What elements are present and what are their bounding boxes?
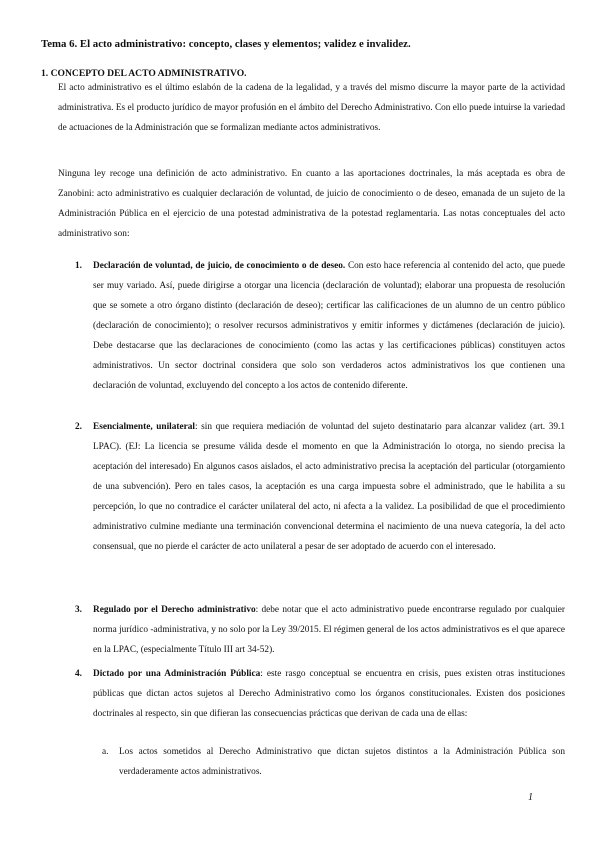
list-item-number: 3.: [75, 605, 82, 615]
list-item: [58, 417, 565, 557]
paragraph: Ninguna ley recoge una definición de acto administrativo. En cuanto a las aportaciones doctrinales, la más aceptada es obra de Zanobini: acto administrativo es cualquier declaración de voluntad, de juicio de conocimiento o de deseo, emanada de un sujeto de la Administración Pública en el ejercicio de una potestad administrativa de la potestad reglamentaria. Las notas conceptuales del acto administrativo son:: [58, 169, 565, 239]
sub-list-item-text: Los actos sometidos al Derecho Administrativo que dictan sujetos distintos a la Administración Pública son verdaderamente actos administrativos.: [119, 747, 565, 777]
list-item-text: [93, 664, 565, 724]
list-item: [58, 664, 565, 724]
list-item-lead: Regulado por el Derecho administrativo: [93, 605, 256, 615]
list-item-lead: Esencialmente, unilateral: [93, 422, 195, 432]
list-item-text: [93, 256, 565, 396]
document-title: Tema 6. El acto administrativo: concepto, clases y elementos; validez e invalidez.: [41, 38, 411, 50]
sub-list-item-letter: a.: [102, 747, 109, 757]
list-item-body: Con esto hace referencia al contenido del acto, que puede ser muy variado. Así, puede dirigirse a otorgar una licencia (declaración de voluntad); elaborar una propuesta de resolución que se somete a otro órgano distinto (declaración de deseo); certificar las calificaciones de un alumno de un centro público (declaración de conocimiento); o resolver recursos administrativos y emitir informes y dictámenes (declaración de juicio). Debe destacarse que las declaraciones de conocimiento (como las actas y las certificaciones públicas) constituyen actos administrativos. Un sector doctrinal considera que solo son verdaderos actos administrativos los que contienen una declaración de voluntad, excluyendo del concepto a los actos de contenido diferente.: [93, 261, 565, 391]
list-item-number: 4.: [75, 669, 82, 679]
list-item-text: [93, 417, 565, 557]
list-item: [58, 256, 565, 396]
list-item-lead: Declaración de voluntad, de juicio, de conocimiento o de deseo.: [93, 261, 346, 271]
list-item-lead: Dictado por una Administración Pública: [93, 669, 261, 679]
list-item: [58, 600, 565, 660]
list-item-body: : debe notar que el acto administrativo puede encontrarse regulado por cualquier norma jurídico -administrativa, y no solo por la Ley 39/2015. El régimen general de los actos administrativos es el que aparece en la LPAC, (especialmente Título III art 34-52).: [93, 605, 565, 655]
sub-list-item: [100, 742, 565, 782]
paragraph: El acto administrativo es el último eslabón de la cadena de la legalidad, y a través del mismo discurre la mayor parte de la actividad administrativa. Es el producto jurídico de mayor profusión en el ámbito del Derecho Administrativo. Con ello puede intuirse la variedad de actuaciones de la Administración que se formalizan mediante actos administrativos.: [58, 83, 565, 133]
list-item-body: : sin que requiera mediación de voluntad del sujeto destinatario para alcanzar validez (art. 39.1 LPAC). (EJ: La licencia se presume válida desde el momento en que la Administración lo otorga, no siendo precisa la aceptación del interesado) En algunos casos aislados, el acto administrativo precisa la aceptación del particular (otorgamiento de una subvención). Pero en tales casos, la aceptación es una carga impuesta sobre el administrado, que le habilita a su percepción, lo que no contradice el carácter unilateral del acto, ni afecta a la validez. La posibilidad de que el procedimiento administrativo culmine mediante una terminación convencional determina el nacimiento de una nueva categoría, la del acto consensual, que no pierde el carácter de acto unilateral a pesar de ser adoptado de acuerdo con el interesado.: [93, 422, 565, 552]
list-item-text: [93, 600, 565, 660]
page-number: 1: [528, 792, 533, 803]
list-item-number: 1.: [75, 261, 82, 271]
list-item-number: 2.: [75, 422, 82, 432]
list-item-body: : este rasgo conceptual se encuentra en crisis, pues existen otras instituciones públicas que dictan actos sujetos al Derecho Administrativo como los órganos constitucionales. Existen dos posiciones doctrinales al respecto, sin que difieran las consecuencias prácticas que derivan de cada una de ellas:: [93, 669, 565, 719]
section-heading: 1. CONCEPTO DEL ACTO ADMINISTRATIVO.: [41, 68, 247, 79]
